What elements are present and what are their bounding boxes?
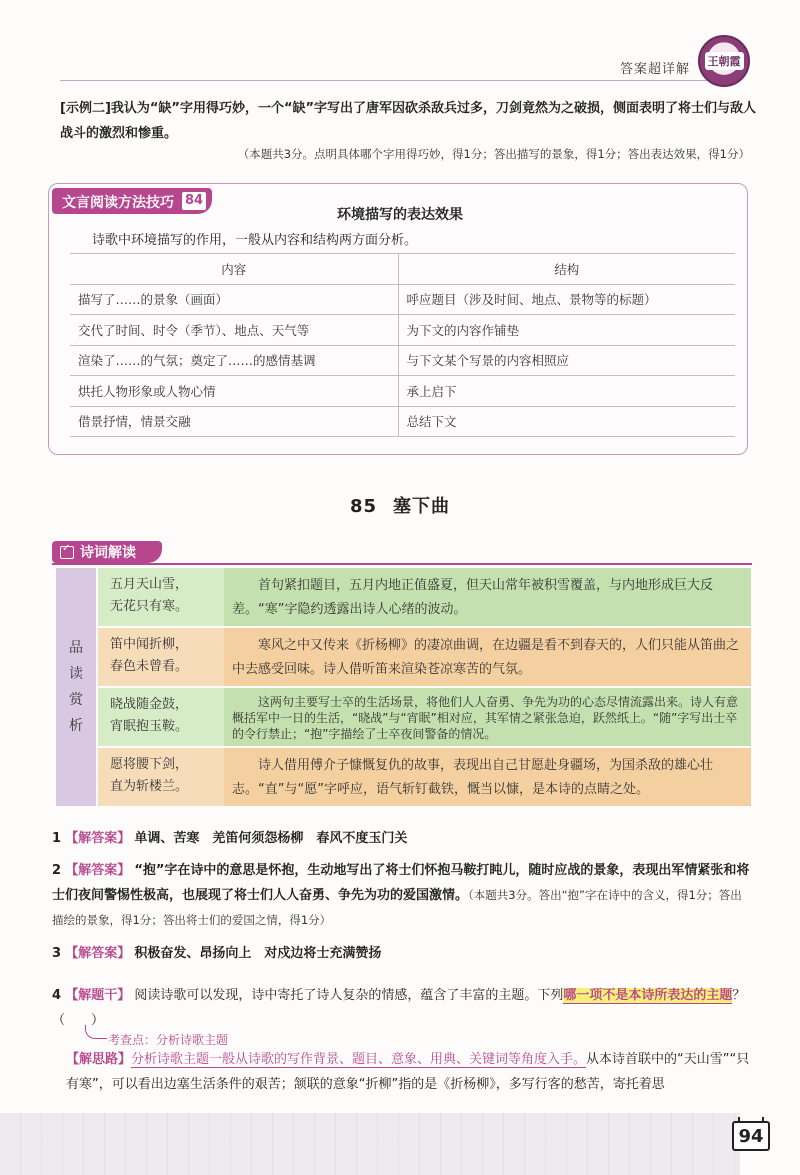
table-cell: 渲染了……的气氛；奠定了……的感情基调 [70, 345, 398, 376]
answer-note: （本题共3分。答出“抱”字在诗中的含义，得1分；答出描绘的景象，得1分；答出将士们的爱国之情，得1分） [52, 888, 742, 927]
method-tab-label: 文言阅读方法技巧 [62, 195, 174, 211]
question-4 [52, 983, 752, 1033]
reading-side-label [56, 568, 96, 806]
lesson-name: 塞下曲 [393, 496, 451, 517]
table-row [70, 284, 735, 315]
question-number: 2 [52, 863, 62, 878]
question-tag: 【解题干】 [65, 988, 131, 1003]
thought-process [66, 1047, 752, 1097]
table-row [70, 345, 735, 376]
column-header: 内容 [70, 254, 398, 285]
poem-row [98, 748, 751, 806]
poem-row [98, 688, 751, 746]
answer-text: 积极奋发、昂扬向上 对戍边将士充满赞扬 [134, 946, 382, 961]
reading-grid [56, 568, 751, 806]
answer-tag: 【解答案】 [65, 831, 131, 846]
example-answer: [示例二]我认为“缺”字用得巧妙，一个“缺”字写出了唐军因砍杀敌兵过多，刀剑竟然为之破损，侧面表明了将士们与敌人战斗的激烈和惨重。 [60, 101, 757, 141]
method-tab-number: 84 [182, 192, 206, 210]
side-label-char: 析 [69, 718, 83, 734]
brand-logo [698, 35, 750, 87]
poem-row [98, 628, 751, 686]
table-row [70, 376, 735, 407]
question-number: 3 [52, 946, 62, 961]
question-number: 1 [52, 831, 62, 846]
poem-line: 春色未曾看。 [110, 659, 189, 674]
poem-row [98, 568, 751, 626]
answer-1 [52, 826, 752, 851]
table-cell: 描写了……的景象（画面） [70, 284, 398, 315]
poem-line: 宵眠抱玉鞍。 [110, 719, 189, 734]
hint-arrow-icon [85, 1025, 107, 1039]
poem-line: 晓战随金鼓， [110, 697, 189, 712]
poem-comment: 首句紧扣题目，五月内地正值盛夏，但天山常年被积雪覆盖，与内地形成巨大反差。“寒”字隐约透露出诗人心绪的波动。 [224, 568, 751, 626]
side-label-char: 赏 [69, 692, 83, 708]
answer-tag: 【解答案】 [65, 946, 131, 961]
header-title: 答案超详解 [619, 62, 690, 77]
question-text: 阅读诗歌可以发现，诗中寄托了诗人复杂的情感，蕴含了丰富的主题。下列 [134, 988, 564, 1003]
section-divider [52, 563, 752, 565]
poem-lines [98, 748, 224, 806]
table-row [70, 406, 735, 437]
question-highlight: 哪一项不是本诗所表达的主题 [563, 988, 733, 1003]
poem-lines [98, 568, 224, 626]
answer-text: “抱”字在诗中的意思是怀抱，生动地写出了将士们怀抱马鞍打盹儿，随时应战的景象，表现出军情紧张和将士们夜间警惕性极高，也展现了将士们人人奋勇、争先为功的爱国激情。 [52, 863, 750, 903]
question-number: 4 [52, 988, 62, 1003]
poem-section-tab [52, 541, 162, 563]
lesson-title [0, 492, 800, 518]
side-label-char: 读 [69, 666, 83, 682]
table-cell: 烘托人物形象或人物心情 [70, 376, 398, 407]
answer-2 [52, 858, 752, 933]
hint-note: 考查点：分析诗歌主题 [108, 1033, 229, 1047]
method-heading: 环境描写的表达效果 [337, 207, 463, 223]
bottom-decoration [0, 1113, 740, 1175]
side-label-char: 品 [69, 640, 83, 656]
method-table [70, 253, 735, 437]
poem-line: 笛中闻折柳， [110, 637, 189, 652]
table-cell: 承上启下 [398, 376, 735, 407]
lesson-number: 85 [349, 496, 378, 517]
poem-comment: 寒风之中又传来《折杨柳》的凄凉曲调，在边疆是看不到春天的，人们只能从笛曲之中去感受回味。诗人借听笛来渲染苍凉寒苦的气氛。 [224, 628, 751, 686]
table-cell: 呼应题目（涉及时间、地点、景物等的标题） [398, 284, 735, 315]
poem-line: 直为斩楼兰。 [110, 779, 189, 794]
method-intro: 诗歌中环境描写的作用，一般从内容和结构两方面分析。 [92, 233, 418, 248]
question-tail: ？（ ） [52, 988, 746, 1028]
poem-line: 愿将腰下剑， [110, 757, 189, 772]
column-header: 结构 [398, 254, 735, 285]
answer-tag: 【解答案】 [65, 863, 131, 878]
answer-3 [52, 941, 752, 966]
thought-handwritten: 分析诗歌主题一般从诗歌的写作背景、题目、意象、用典、关键词等角度入手。 [131, 1052, 587, 1067]
poem-section-label: 诗词解读 [80, 545, 136, 561]
table-cell: 与下文某个写景的内容相照应 [398, 345, 735, 376]
thought-tag: 【解思路】 [66, 1052, 132, 1067]
table-cell: 交代了时间、时令（季节）、地点、天气等 [70, 315, 398, 346]
example-scoring: （本题共3分。点明具体哪个字用得巧妙，得1分；答出描写的景象，得1分；答出表达效果，得1分） [237, 147, 750, 161]
poem-lines [98, 628, 224, 686]
poem-line: 五月天山雪， [110, 577, 189, 592]
table-cell: 总结下文 [398, 406, 735, 437]
table-cell: 为下文的内容作铺垫 [398, 315, 735, 346]
thought-text: 从本诗首联中的“天山雪”“只有寒”，可以看出边塞生活条件的艰苦；颔联的意象“折柳”指的是《折杨柳》，多写行客的愁苦，寄托着思 [66, 1052, 750, 1092]
poem-lines [98, 688, 224, 746]
calendar-check-icon [60, 546, 74, 559]
answer-text: 单调、苦寒 羌笛何须怨杨柳 春风不度玉门关 [134, 831, 408, 846]
table-row [70, 315, 735, 346]
poem-comment: 这两句主要写士卒的生活场景，将他们人人奋勇、争先为功的心态尽情流露出来。诗人有意概括军中一日的生活，“晓战”与“宵眠”相对应，其军情之紧张急迫，跃然纸上。“随”字写出士卒的令行禁止；“抱”字描绘了士卒夜间警备的情况。 [224, 688, 751, 746]
table-cell: 借景抒情，情景交融 [70, 406, 398, 437]
poem-line: 无花只有寒。 [110, 599, 189, 614]
logo-text: 王朝霞 [705, 52, 744, 70]
poem-comment: 诗人借用傅介子慷慨复仇的故事，表现出自己甘愿赴身疆场，为国杀敌的雄心壮志。“直”与“愿”字呼应，语气斩钉截铁，慨当以慷，是本诗的点睛之处。 [224, 748, 751, 806]
page-number: 94 [732, 1121, 770, 1151]
header-divider [60, 80, 740, 81]
